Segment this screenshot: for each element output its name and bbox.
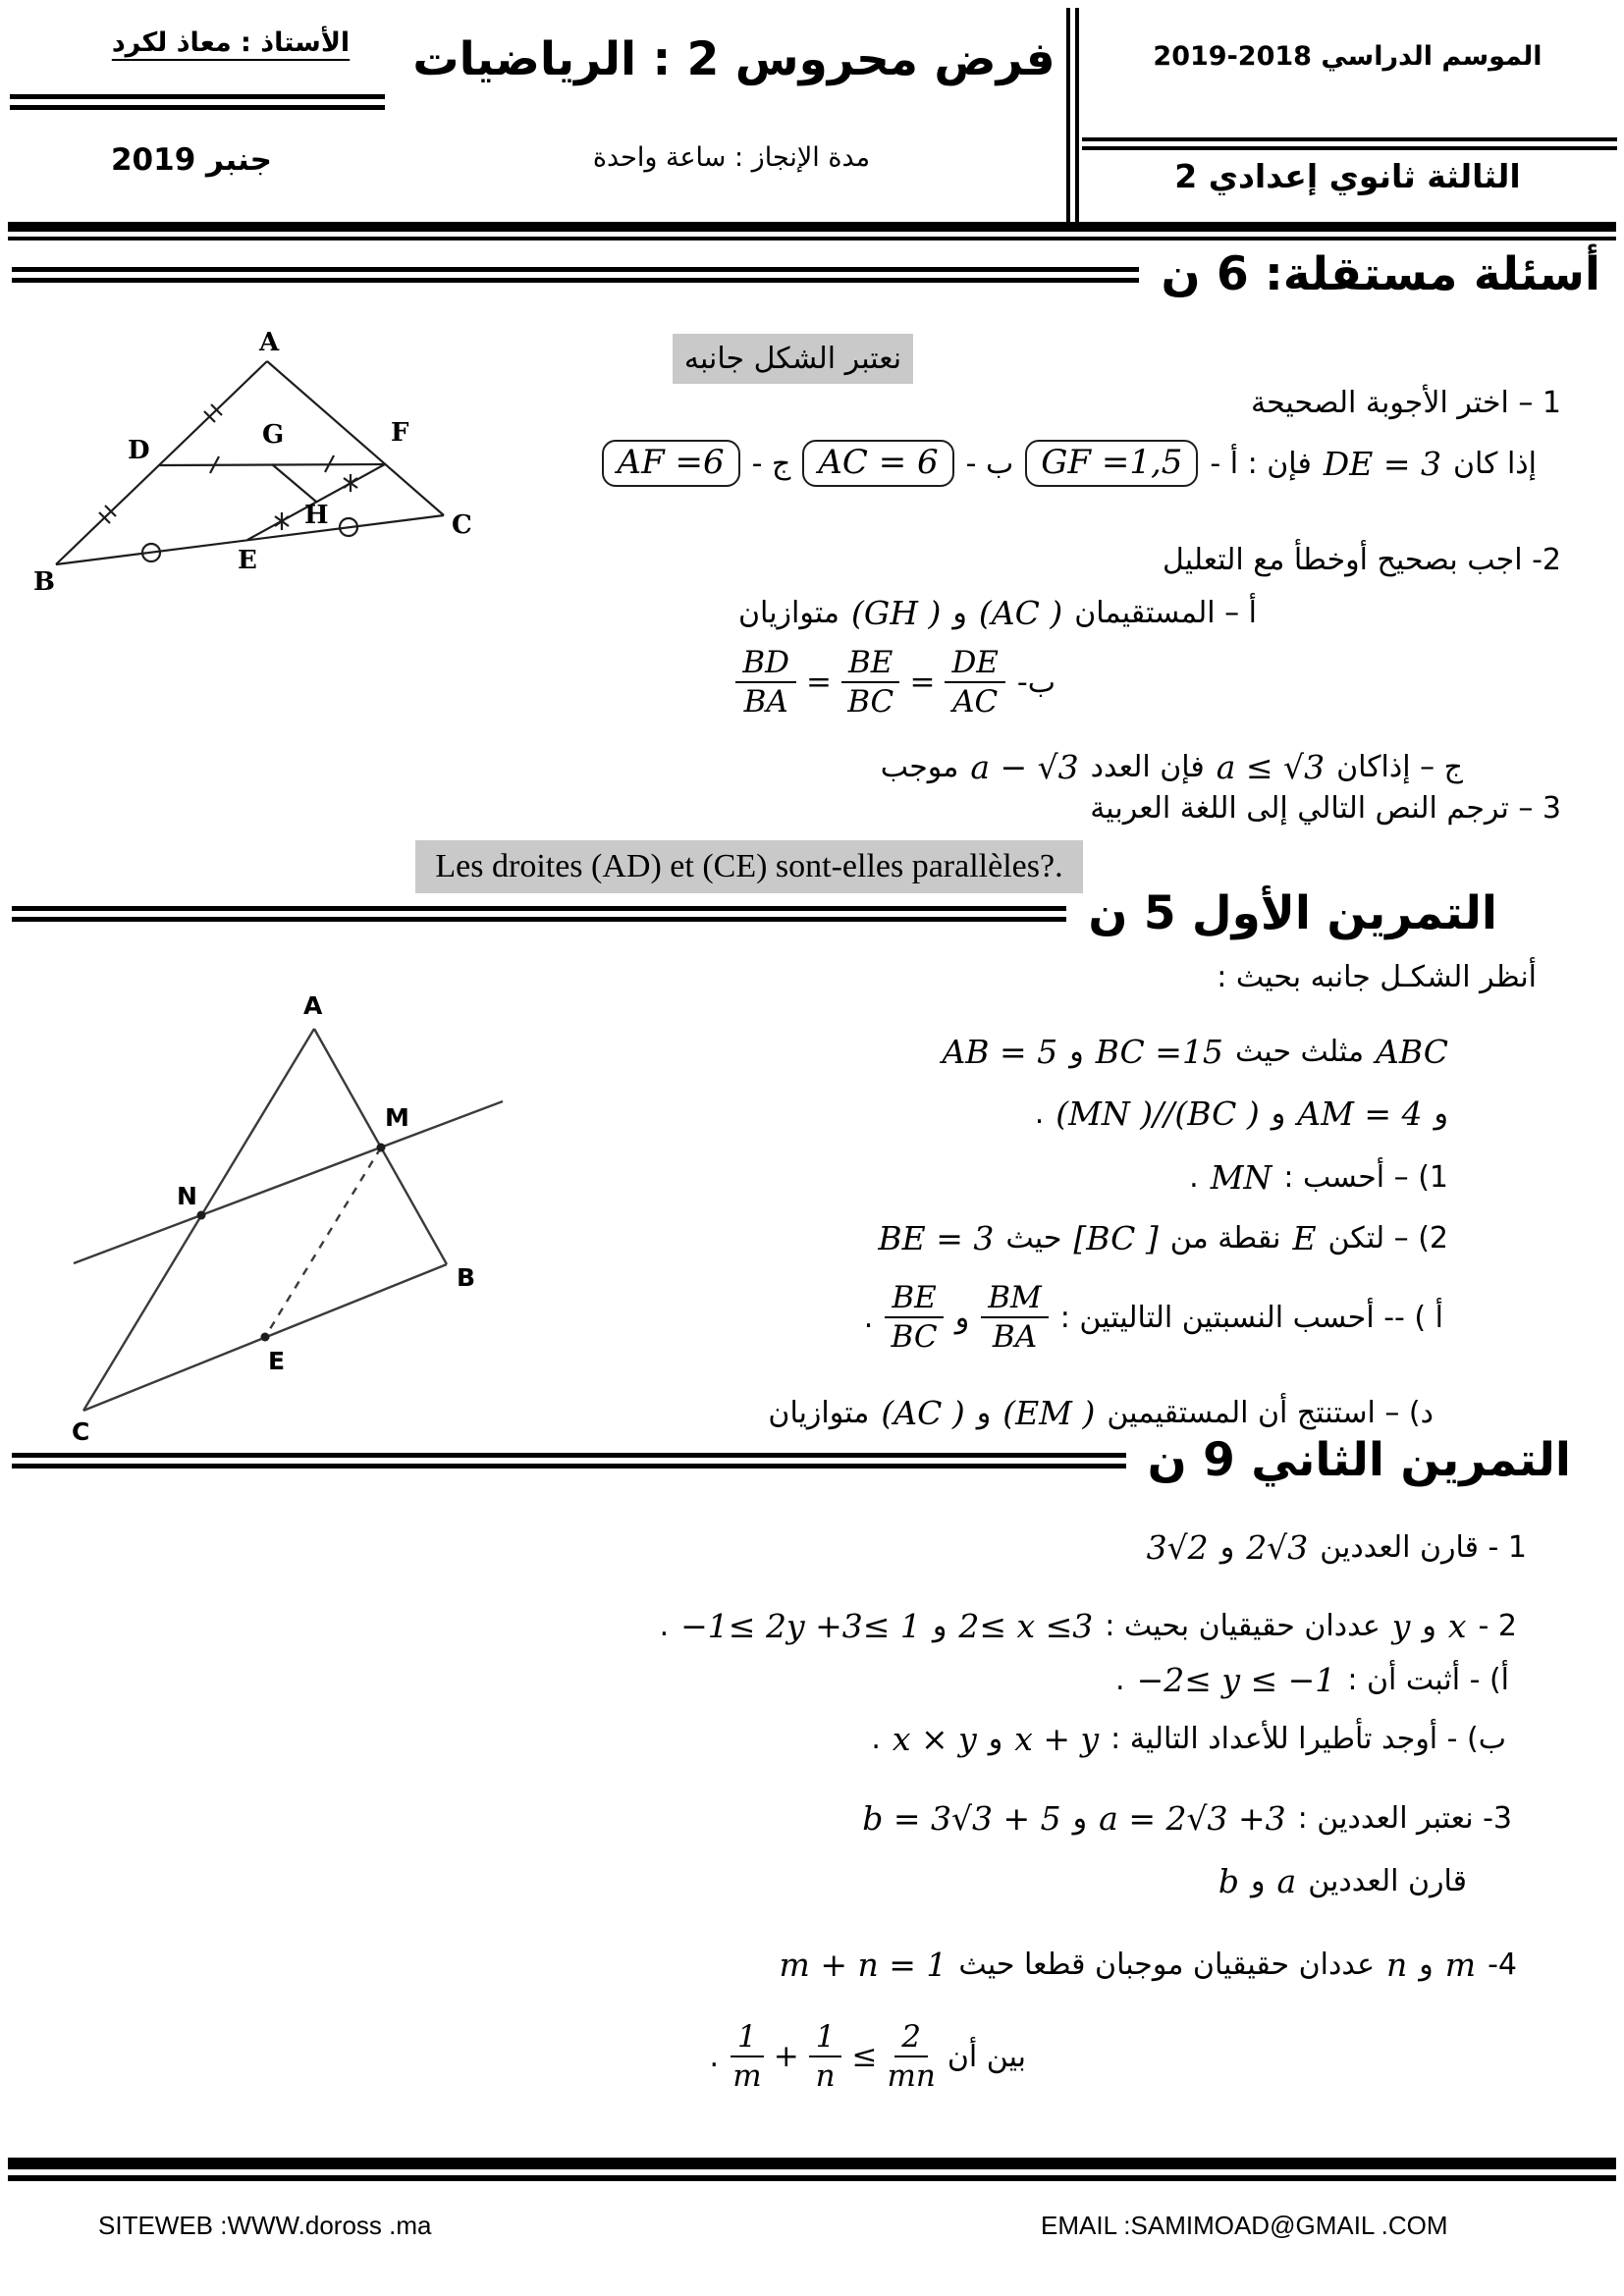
fig2-label-n: N (177, 1182, 197, 1210)
q2c-number: a − √3 (970, 748, 1079, 786)
ex1-am-4: AM = 4 (1297, 1095, 1423, 1133)
period: . (1034, 1096, 1045, 1131)
ex1-and: و (1069, 1035, 1084, 1069)
q2c-condition: a ≤ √3 (1216, 748, 1326, 786)
ex2-q2 (660, 1607, 1517, 1645)
ex2-q4-m-plus-n: m + n = 1 (779, 1946, 947, 1984)
grade-level: الثالثة ثانوي إعدادي 2 (1174, 157, 1521, 195)
ex1-abc: ABC (1376, 1033, 1448, 1071)
question-2-text: 2- اجب بصحيح أوخطأ مع التعليل (1163, 543, 1561, 577)
ex2-q2-text: عددان حقيقيان بحيث : (1105, 1609, 1380, 1643)
ex2-q3-b: b (1218, 1862, 1240, 1900)
ex1-q1 (1189, 1158, 1448, 1197)
fig1-label-b: B (33, 567, 55, 597)
q2c-pre: ج – إذاكان (1336, 750, 1463, 784)
section2-rule (12, 906, 1066, 922)
choice-label-b: ب - (965, 446, 1014, 481)
fig1-label-c: C (452, 510, 472, 540)
q2a-line-gh: (GH ) (850, 594, 942, 632)
choices-given: DE = 3 (1323, 444, 1441, 483)
figure2-lines (74, 1029, 503, 1411)
question-3 (1090, 791, 1561, 826)
fig2-label-a: A (303, 991, 323, 1020)
section3-rule (12, 1453, 1126, 1468)
question-2 (1163, 543, 1561, 577)
question-2c (881, 748, 1463, 786)
footer-website: SITEWEB :WWW.doross .ma (98, 2211, 432, 2240)
ex1-q2d (768, 1394, 1434, 1432)
ex2-q3-a-value: a = 2√3 +3 (1099, 1799, 1286, 1838)
q2b-equation (735, 646, 1005, 719)
ex1-intro (1217, 960, 1537, 994)
fraction-1-n: $\frac{1}{n}$ (809, 2020, 842, 2093)
ex1-q2d-ac: (AC ) (881, 1394, 965, 1432)
ex2-q2b (871, 1720, 1506, 1758)
figure-note: نعتبر الشكل جانبه (673, 334, 913, 384)
figure1-lines (56, 361, 444, 564)
ex2-q2-x: x (1447, 1607, 1467, 1645)
fig1-label-a: A (259, 328, 280, 357)
section-exercise-1 (12, 886, 1497, 940)
q2a-post: متوازيان (738, 596, 839, 630)
footer-rule (8, 2158, 1616, 2181)
ex2-q2b-x-times-y: x × y (892, 1720, 977, 1758)
ex1-q2-be-3: BE = 3 (878, 1219, 995, 1257)
fig2-label-b: B (457, 1263, 476, 1292)
ex1-q2-where: حيث (1005, 1221, 1062, 1255)
ex2-q4-show (709, 2020, 1026, 2093)
fig1-label-h: H (304, 501, 329, 530)
ex1-intro-text: أنظر الشكـل جانبه بحيث : (1217, 960, 1537, 994)
ex1-q2-point-of: نقطة من (1169, 1221, 1281, 1255)
ex1-ab-5: AB = 5 (942, 1033, 1058, 1071)
q2c-mid: فإن العدد (1090, 750, 1205, 784)
fig1-label-g: G (262, 420, 285, 450)
ex1-q2d-pre: د) – استنتج أن المستقيمين (1107, 1396, 1434, 1430)
choice-box-a: GF =1,5 (1025, 440, 1198, 487)
fig1-label-f: F (391, 418, 409, 448)
ex2-q3-compare-and: و (1251, 1864, 1266, 1898)
ex2-q4-m: m (1444, 1946, 1477, 1984)
question-2a (738, 594, 1257, 632)
ex2-q3-text: 3- نعتبر العددين : (1297, 1801, 1512, 1836)
plus-sign: + (773, 2039, 799, 2075)
figure1-labels (33, 328, 472, 597)
footer-email: EMAIL :SAMIMOAD@GMAIL .COM (1041, 2211, 1448, 2240)
fraction-de-ac: $\frac{DE}{AC}$ (945, 646, 1004, 719)
ex1-mn-parallel-bc: (MN )//(BC ) (1056, 1095, 1260, 1133)
section3-title: التمرين الثاني 9 ن (1147, 1433, 1571, 1487)
ex2-q2a-text: أ) - أثبت أن : (1347, 1663, 1509, 1697)
ex1-q2-segment-bc: [BC ] (1073, 1219, 1159, 1257)
ex2-q1-and: و (1219, 1530, 1235, 1565)
ex1-q2-e: E (1292, 1219, 1317, 1257)
ex1-q2a-text: أ ) -- أحسب النسبتين التاليتين : (1059, 1300, 1443, 1335)
ex1-q2 (878, 1219, 1448, 1257)
section-independent-questions (12, 247, 1600, 301)
fig2-label-m: M (385, 1103, 409, 1132)
figure2-points (197, 1144, 386, 1342)
equals-sign: = (806, 665, 833, 701)
ex2-q4-n: n (1386, 1946, 1408, 1984)
equals-sign: = (909, 665, 936, 701)
fig2-label-c: C (72, 1417, 90, 1446)
ex2-q2a-ineq: −2≤ y ≤ −1 (1136, 1661, 1336, 1699)
fraction-bd-ba: $\frac{BD}{BA}$ (735, 646, 796, 719)
period: . (863, 1300, 874, 1335)
period: . (1189, 1160, 1199, 1195)
question-1-text: 1 – اختر الأجوبة الصحيحة (1250, 386, 1561, 420)
ex1-q2a (864, 1281, 1443, 1354)
fraction-1-m: 1 m (731, 2020, 764, 2093)
ex2-q2-and2: و (932, 1609, 947, 1643)
ex2-q2a (1115, 1661, 1509, 1699)
q2c-post: موجب (880, 750, 959, 784)
ex2-q3-b-value: b = 3√3 + 5 (862, 1799, 1061, 1838)
header-vertical-divider (1066, 8, 1079, 224)
ex2-q1 (1147, 1528, 1527, 1567)
ex1-q1-text: 1) – أحسب : (1283, 1160, 1448, 1195)
header-right-divider (1082, 137, 1617, 150)
figure-triangle-abc-with-transversal (25, 987, 604, 1477)
less-equal-sign: ≤ (851, 2039, 878, 2075)
question-1-choices (602, 440, 1537, 487)
question-2b (735, 646, 1056, 719)
exam-date: جنبر 2019 (110, 142, 272, 178)
ex1-and2: و (1434, 1096, 1448, 1131)
ex2-q3-a: a (1276, 1862, 1297, 1900)
ex1-q2d-post: متوازيان (768, 1396, 870, 1430)
ex1-q2d-and: و (976, 1396, 992, 1430)
figure-triangle-abc-with-midpoints (20, 319, 584, 643)
ex2-q3-compare-text: قارن العددين (1308, 1864, 1467, 1898)
ex2-q2b-and: و (988, 1722, 1003, 1756)
header-bottom-rule (8, 222, 1616, 240)
ex2-q2b-x-plus-y: x + y (1014, 1720, 1100, 1758)
ex2-q4-show-text: بين أن (947, 2039, 1026, 2074)
ex1-q1-mn: MN (1210, 1158, 1272, 1197)
period: . (709, 2039, 720, 2074)
ex2-q2-y: y (1391, 1607, 1411, 1645)
ex2-q2-num: 2 - (1478, 1609, 1517, 1643)
ex1-q2-pre: 2) – لتكن (1327, 1221, 1448, 1255)
choices-if: إذا كان (1452, 446, 1537, 481)
school-season: الموسم الدراسي 2018-2019 (1153, 41, 1543, 72)
teacher-name: الأستاذ : معاذ لكرد (111, 27, 351, 58)
section-exercise-2 (12, 1433, 1571, 1487)
section1-rule (12, 267, 1139, 283)
ex2-q1-2sqrt3: 2√3 (1246, 1528, 1309, 1567)
q2b-label: ب- (1016, 665, 1056, 700)
exam-duration: مدة الإنجاز : ساعة واحدة (592, 142, 871, 173)
fig1-label-e: E (238, 546, 257, 575)
ex1-q2d-em: (EM ) (1002, 1394, 1096, 1432)
question-1 (1251, 386, 1561, 420)
fraction-2-mn: $\frac{2}{mn}$ (887, 2019, 936, 2095)
fig1-label-d: D (128, 436, 150, 465)
fig2-label-e: E (268, 1347, 286, 1375)
ex2-q4-and: و (1419, 1948, 1434, 1982)
ex2-q4-num: 4- (1488, 1948, 1517, 1982)
q2a-and: و (952, 596, 967, 630)
choices-then: فإن : أ - (1210, 446, 1312, 481)
section1-title: أسئلة مستقلة: 6 ن (1161, 247, 1600, 301)
ex1-bc-15: BC =15 (1095, 1033, 1223, 1071)
ex2-q4-inequality (731, 2020, 936, 2093)
ex1-triangle-text: مثلث حيث (1234, 1035, 1365, 1069)
ex2-q3 (862, 1799, 1512, 1838)
figure2-labels (72, 991, 475, 1446)
fraction-be-bc-2: BE BC (885, 1281, 943, 1354)
fraction-bm-ba: BM BA (981, 1281, 1049, 1354)
choice-label-c: ج - (751, 446, 791, 481)
header-left-divider (10, 94, 385, 110)
french-sentence: Les droites (AD) et (CE) sont-elles parallèles?. (415, 840, 1083, 893)
ex1-q2a-and: و (954, 1300, 970, 1335)
section2-title: التمرين الأول 5 ن (1088, 886, 1497, 940)
ex2-q2-and1: و (1422, 1609, 1436, 1643)
q2a-line-ac: (AC ) (978, 594, 1063, 632)
ex2-q1-3sqrt2: 3√2 (1146, 1528, 1209, 1567)
ex2-q1-text: 1 - قارن العددين (1320, 1530, 1527, 1565)
ex2-q4-text: عددان حقيقيان موجبان قطعا حيث (958, 1948, 1376, 1982)
period: . (1115, 1663, 1125, 1697)
choice-box-b: AC = 6 (802, 440, 953, 487)
ex2-q3-compare (1218, 1862, 1467, 1900)
exam-title: فرض محروس 2 : الرياضيات (412, 32, 1056, 86)
ex2-q4 (780, 1946, 1517, 1984)
period: . (871, 1722, 881, 1756)
ex2-q3-and: و (1072, 1801, 1088, 1836)
period: . (659, 1609, 670, 1643)
ex2-q2b-text: ب) - أوجد تأطيرا للأعداد التالية : (1110, 1722, 1506, 1756)
choice-box-c: AF =6 (602, 440, 740, 487)
fraction-be-bc: $\frac{BE}{BC}$ (841, 646, 899, 719)
ex2-q2-ineq-x: 2≤ x ≤3 (958, 1607, 1094, 1645)
q2a-pre: أ – المستقيمان (1074, 596, 1257, 630)
ex2-q2-ineq-y: −1≤ 2y +3≤ 1 (680, 1607, 921, 1645)
figure1-tick-marks (99, 404, 357, 561)
ex1-and3: و (1271, 1096, 1286, 1131)
ex1-given-2 (1035, 1095, 1448, 1133)
ex1-given-1 (942, 1033, 1448, 1071)
question-3-text: 3 – ترجم النص التالي إلى اللغة العربية (1090, 791, 1561, 826)
